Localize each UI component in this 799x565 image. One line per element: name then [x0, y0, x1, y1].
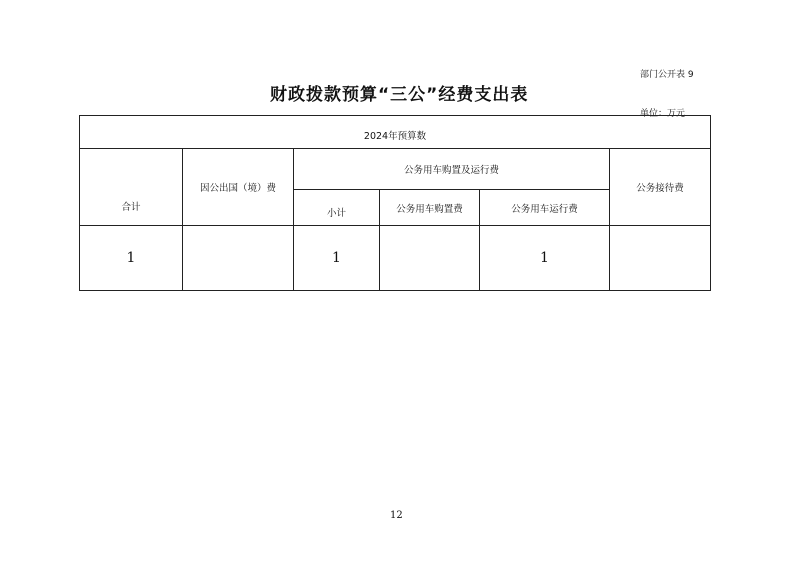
cell-abroad — [183, 226, 294, 291]
budget-table — [79, 115, 711, 291]
cell-vehicle-purchase — [380, 226, 480, 291]
header-reception: 公务接待费 — [610, 149, 711, 226]
unit-label: 单位：万元 — [640, 109, 686, 119]
cell-total: 1 — [80, 226, 183, 291]
header-vehicle-group: 公务用车购置及运行费 — [294, 149, 610, 190]
cell-reception — [610, 226, 711, 291]
page-title: 财政拨款预算“三公”经费支出表 — [270, 85, 529, 105]
header-vehicle-subtotal: 小计 — [294, 190, 380, 226]
form-number: 部门公开表 9 — [640, 70, 694, 80]
header-vehicle-purchase: 公务用车购置费 — [380, 190, 480, 226]
cell-vehicle-subtotal: 1 — [294, 226, 380, 291]
page-number: 12 — [390, 510, 403, 521]
expenditure-table — [79, 115, 710, 290]
header-vehicle-operation: 公务用车运行费 — [480, 190, 610, 226]
budget-year-header: 2024年预算数 — [80, 116, 711, 149]
cell-vehicle-operation: 1 — [480, 226, 610, 291]
header-abroad: 因公出国（境）费 — [183, 149, 294, 226]
header-total: 合计 — [80, 149, 183, 226]
